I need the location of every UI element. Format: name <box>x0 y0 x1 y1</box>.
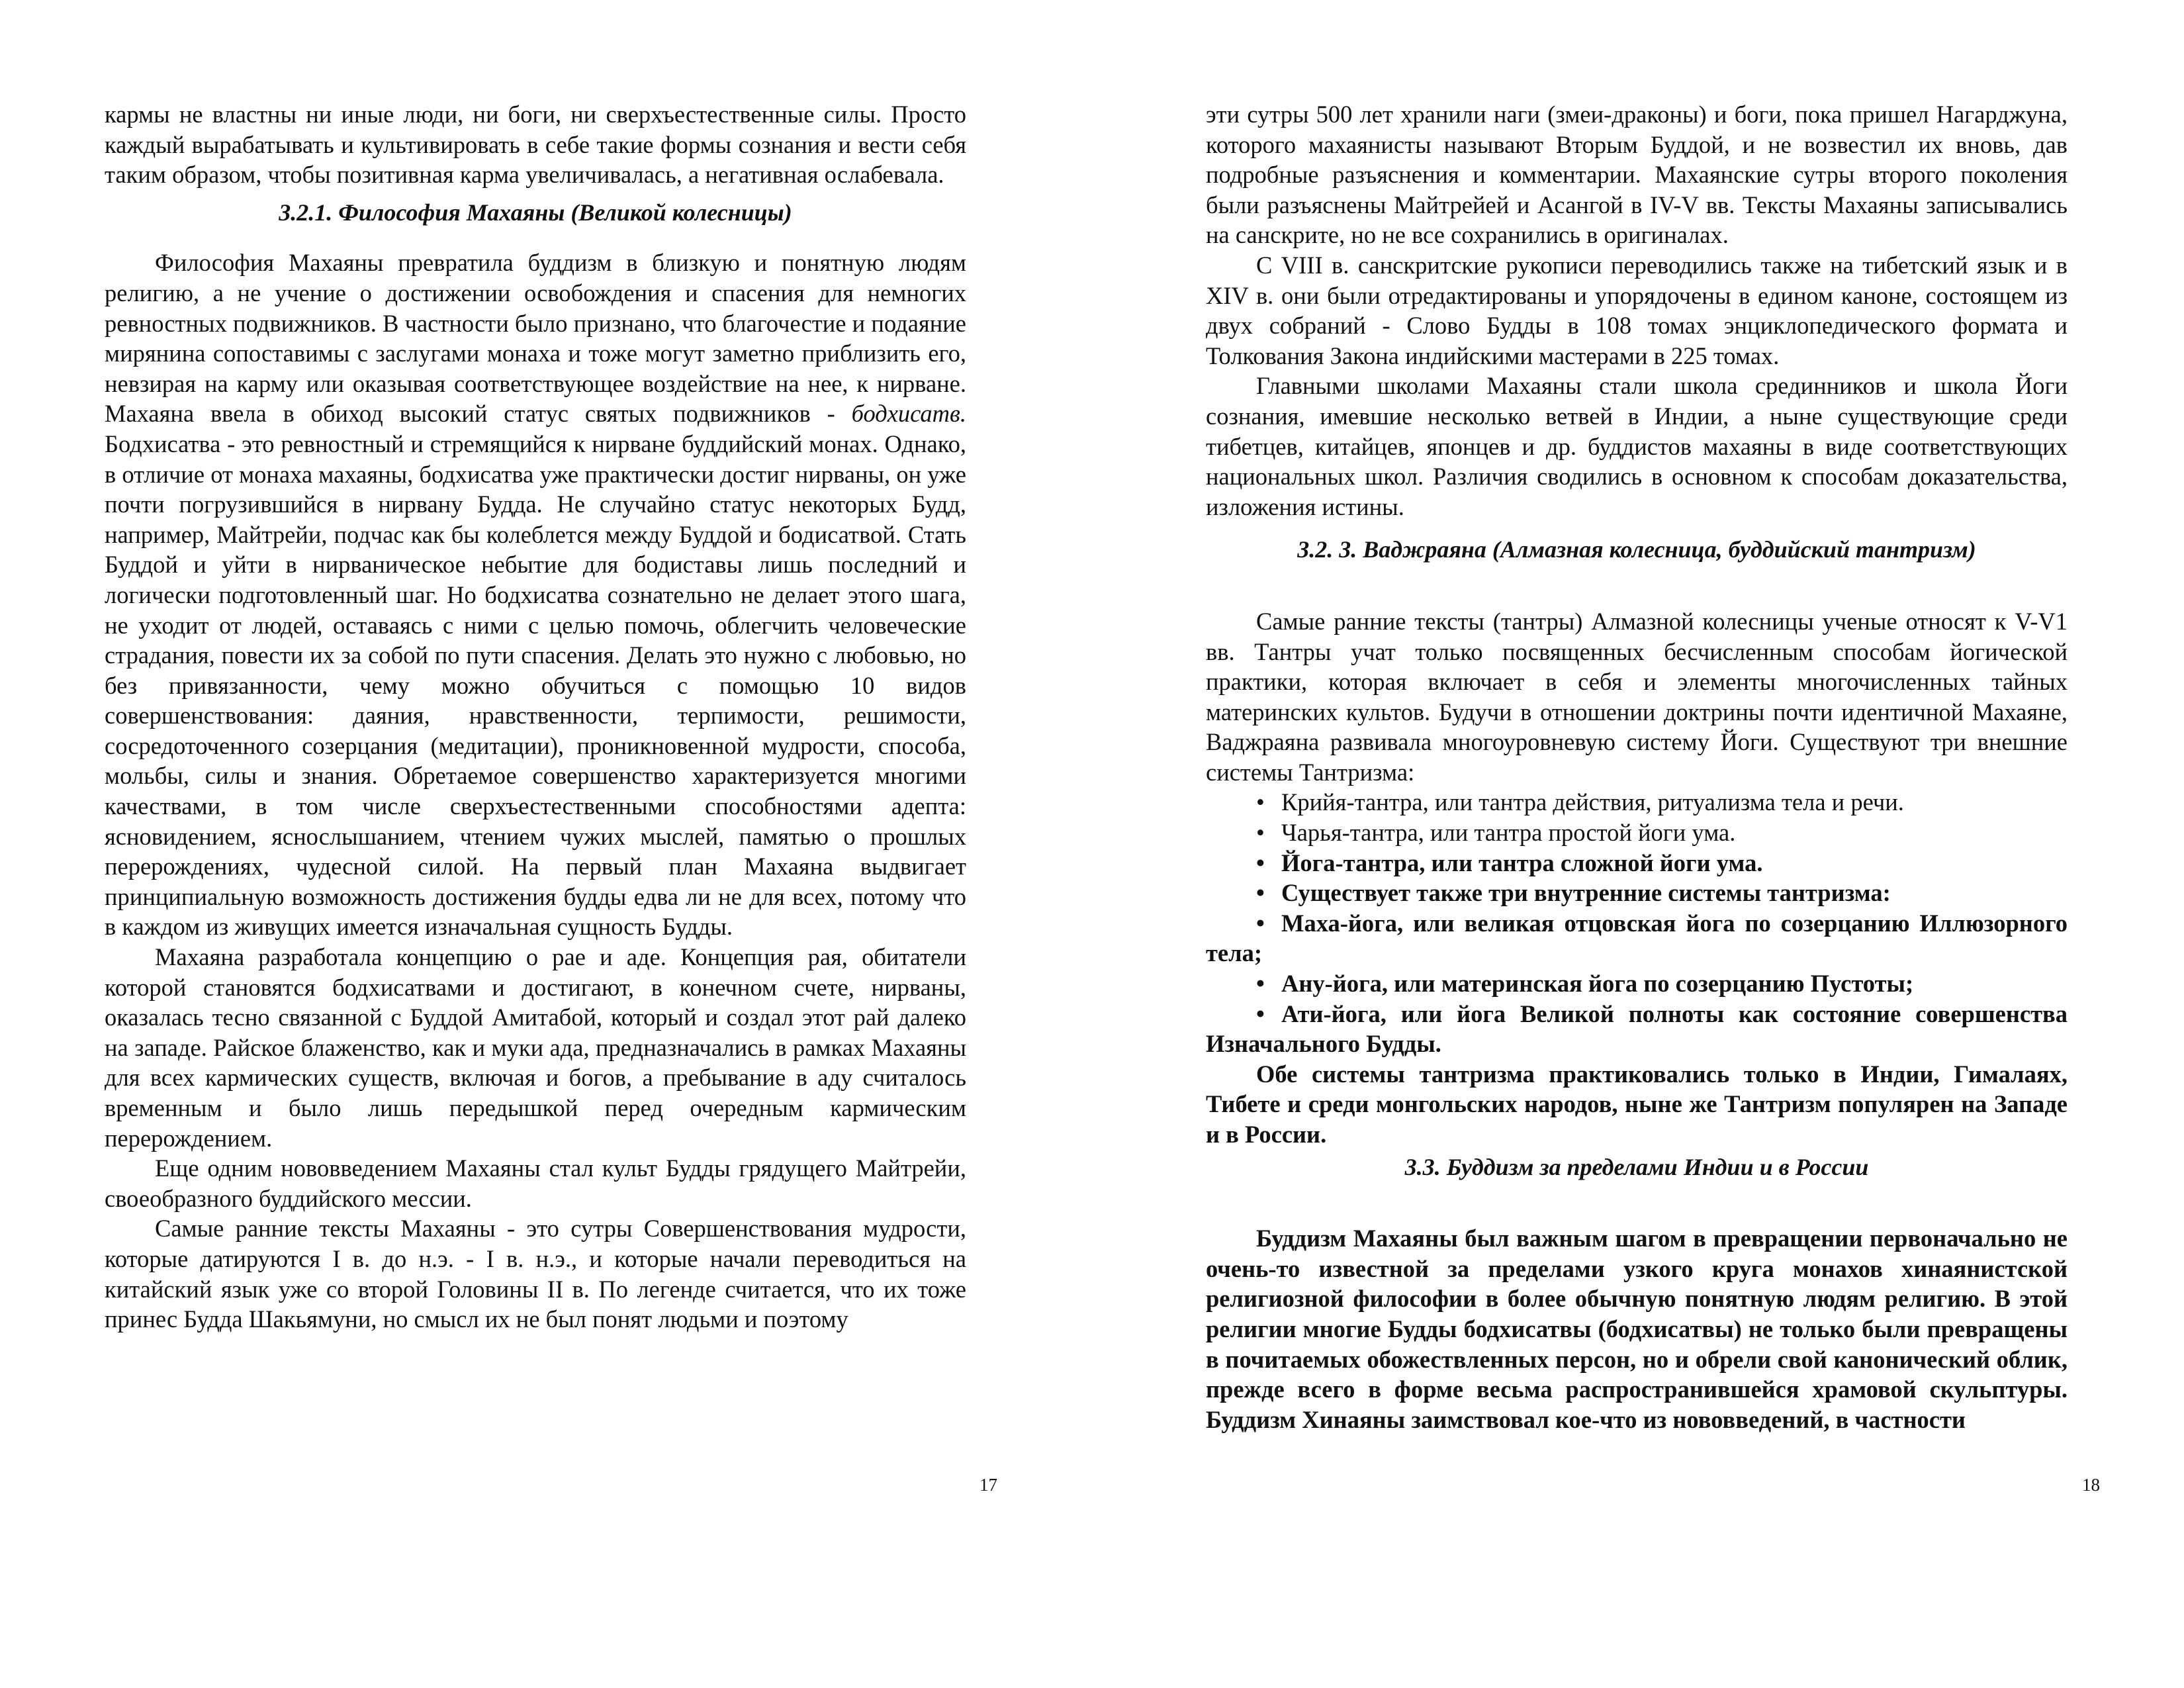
left-page-text <box>105 99 966 1335</box>
bullet-marker: • <box>1256 909 1265 937</box>
bullet-text: Чарья-тантра, или тантра простой йоги ума. <box>1281 819 1736 847</box>
mahayana-step-paragraph: Буддизм Махаяны был важным шагом в превращении первоначально не очень-то известной за пределами узкого круга монахов хинаянистской религиозной философии в более обычную понятную людям религию. В этой религии многие Будды бодхисатвы (бодхисатвы) не только были превращены в почитаемых обожествленных персон, но и обрели свой канонический облик, прежде всего в форме весьма распространившейся храмовой скульптуры. Буддизм Хинаяны заимствовал кое-что из нововведений, в частности <box>1206 1225 2068 1433</box>
bullet-text: Ати-йога, или йога Великой полноты как состояние совершенства Изначального Будды. <box>1206 1000 2068 1058</box>
section-heading-vajrayana: 3.2. 3. Ваджраяна (Алмазная колесница, буддийский тантризм) <box>1297 536 1976 563</box>
section-heading-mahayana-philosophy: 3.2.1. Философия Махаяны (Великой колесницы) <box>279 199 792 226</box>
bullet-item <box>1206 818 2068 848</box>
left-intro-paragraph: кармы не властны ни иные люди, ни боги, ни сверхъестественные силы. Просто каждый вырабатывать и культивировать в себе такие формы сознания и вести себя таким образом, чтобы позитивная карма увеличивалась, а негативная ослабевала. <box>105 101 966 189</box>
bullet-item <box>1206 878 2068 908</box>
tibetan-translation-paragraph: С VIII в. санскритские рукописи переводились также на тибетский язык и в XIV в. они были отредактированы и упорядочены в едином каноне, состоящем из двух собраний - Слово Будды в 108 томах энциклопедического формата и Толкования Закона индийскими мастерами в 225 томах. <box>1206 251 2068 369</box>
bullet-marker: • <box>1256 1000 1265 1027</box>
bullet-text: Существует также три внутренние системы тантризма: <box>1281 879 1891 907</box>
bullet-text: Йога-тантра, или тантра сложной йоги ума. <box>1281 849 1763 876</box>
paragraph-text: Философия Махаяны превратила буддизм в близкую и понятную людям религию, а не учение о достижении освобождения и спасения для немногих ревностных подвижников. В частности было признано, что благочестие и подаяние мирянина сопоставимы с заслугами монаха и тоже могут заметно приблизить его, невзирая на карму или оказывая соответствующее воздействие на нее, к нирване. Махаяна ввела в обиход высокий статус святых подвижников - <box>105 249 966 428</box>
bullet-marker: • <box>1256 879 1265 907</box>
bullet-text: Маха-йога, или великая отцовская йога по созерцанию Иллюзорного тела; <box>1206 909 2068 967</box>
page-number-right: 18 <box>2082 1475 2100 1495</box>
bullet-item <box>1206 968 2068 999</box>
tantra-texts-paragraph: Самые ранние тексты (тантры) Алмазной колесницы ученые относят к V-V1 вв. Тантры учат только посвященных бесчисленным способам йогической практики, которая включает в себя и элементы многочисленных тайных материнских культов. Будучи в отношении доктрины почти идентичной Махаяне, Ваджраяна развивала многоуровневую систему Йоги. Существуют три внешние системы Тантризма: <box>1206 607 2068 786</box>
bullet-marker: • <box>1256 970 1265 998</box>
right-page-text <box>1206 99 2068 1434</box>
tantrism-spread-paragraph: Обе системы тантризма практиковались только в Индии, Гималаях, Тибете и среди монгольских народов, ныне же Тантризм популярен на Западе и в России. <box>1206 1060 2068 1148</box>
maitreya-cult-paragraph: Еще одним нововведением Махаяны стал культ Будды грядущего Майтрейи, своеобразного буддийского мессии. <box>105 1154 966 1212</box>
section-heading-buddhism-beyond-india: 3.3. Буддизм за пределами Индии и в России <box>1404 1153 1869 1180</box>
mahayana-schools-paragraph: Главными школами Махаяны стали школа срединников и школа Йоги сознания, имевшие несколько ветвей в Индии, а ныне существующие среди тибетцев, китайцев, японцев и др. буддистов махаяны в виде соответствующих национальных школ. Различия сводились в основном к способам доказательства, изложения истины. <box>1206 372 2068 520</box>
bullet-marker: • <box>1256 788 1265 816</box>
bullet-item <box>1206 848 2068 878</box>
bullet-marker: • <box>1256 819 1265 847</box>
bullet-text: Ану-йога, или материнская йога по созерцанию Пустоты; <box>1281 970 1914 998</box>
bullet-item-ati-yoga <box>1206 999 2068 1059</box>
bullet-item <box>1206 787 2068 818</box>
earliest-texts-paragraph: Самые ранние тексты Махаяны - это сутры Совершенствования мудрости, которые датируются I в. до н.э. - I в. н.э., и которые начали переводиться на китайский язык уже со второй Головины II в. По легенде считается, что их тоже принес Будда Шакьямуни, но смысл их не был понят людьми и поэтому <box>105 1215 966 1333</box>
bullet-marker: • <box>1256 849 1265 876</box>
mahayana-philosophy-paragraph <box>105 248 966 942</box>
bullet-item-maha-yoga <box>1206 908 2068 968</box>
italic-term-bodhisattvas: бодхисатв. <box>851 400 967 428</box>
page-number-left: 17 <box>979 1475 997 1495</box>
right-intro-paragraph: эти сутры 500 лет хранили наги (змеи-драконы) и боги, пока пришел Нагарджуна, которого махаянисты называют Вторым Буддой, и не возвестил их вновь, дав подробные разъяснения и комментарии. Махаянские сутры второго поколения были разъяснены Майтрейей и Асангой в IV-V вв. Тексты Махаяны записывались на санскрите, но не все сохранились в оригиналах. <box>1206 101 2068 249</box>
bullet-text: Крийя-тантра, или тантра действия, ритуализма тела и речи. <box>1281 788 1904 816</box>
paragraph-text: Бодхисатва - это ревностный и стремящийся к нирване буддийский монах. Однако, в отличие от монаха махаяны, бодхисатва уже практически достиг нирваны, он уже почти погрузившийся в нирвану Будда. Не случайно статус некоторых Будд, например, Майтрейи, подчас как бы колеблется между Буддой и бодисатвой. Стать Буддой и уйти в нирваническое небытие для бодиставы лишь последний и логически подготовленный шаг. Но бодхисатва сознательно не делает этого шага, не уходит от людей, оставаясь с ними с целью помочь, облегчить человеческие страдания, повести их за собой по пути спасения. Делать это нужно с любовью, но без привязанности, чему можно обучиться с помощью 10 видов совершенствования: даяния, нравственности, терпимости, решимости, сосредоточенного созерцания (медитации), проникновенной мудрости, способа, мольбы, силы и знания. Обретаемое совершенство характеризуется многими качествами, в том числе сверхъестественными способностями адепта: ясновидением, яснослышанием, чтением чужих мыслей, памятью о прошлых перерождениях, чудесной силой. На первый план Махаяна выдвигает принципиальную возможность достижения будды едва ли не для всех, потому что в каждом из живущих имеется изначальная сущность Будды. <box>105 430 966 941</box>
heaven-hell-paragraph: Махаяна разработала концепцию о рае и аде. Концепция рая, обитатели которой становятся бодхисатвами и достигают, в конечном счете, нирваны, оказалась тесно связанной с Буддой Амитабой, который и создал этот рай далеко на западе. Райское блаженство, как и муки ада, предназначались в рамках Махаяны для всех кармических существ, включая и богов, а пребывание в аду считалось временным и было лишь передышкой перед очередным кармическим перерождением. <box>105 943 966 1152</box>
